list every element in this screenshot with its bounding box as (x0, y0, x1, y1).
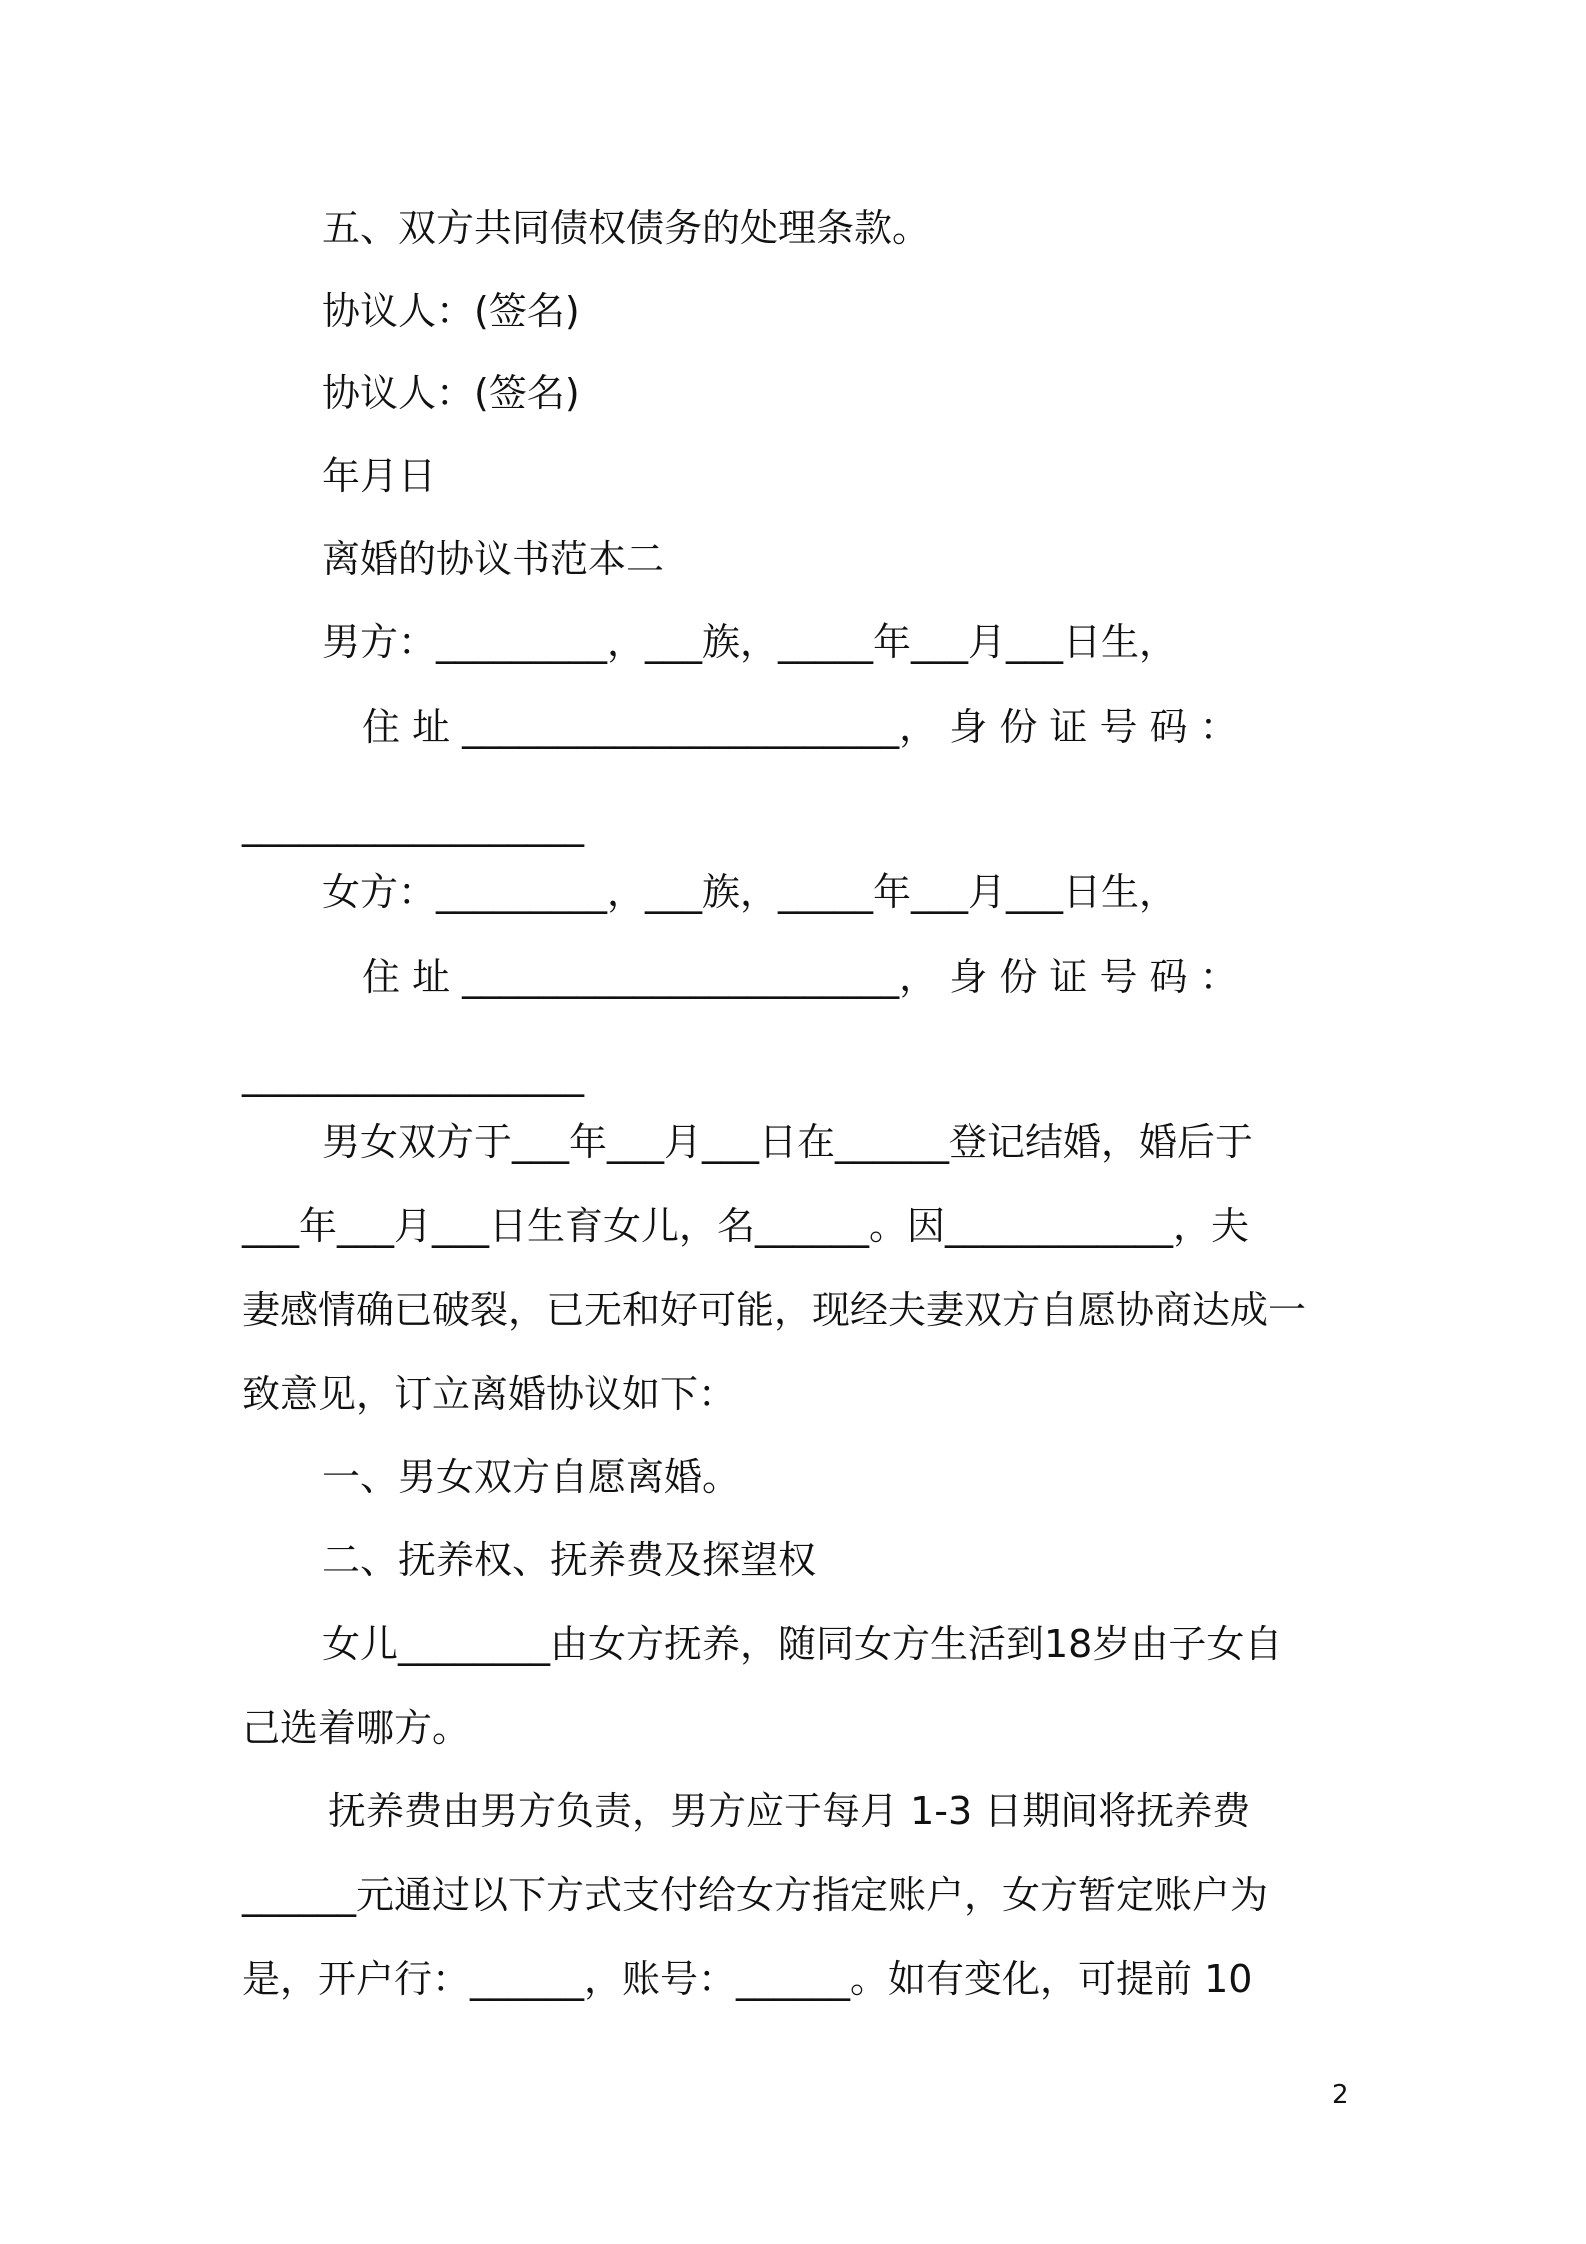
male-party-line: 男方：_________，___族，_____年___月___日生， (322, 620, 1178, 664)
custody-line-1: 女儿________由女方抚养，随同女方生活到18岁由子女自 (322, 1622, 1283, 1666)
signatory-line-1: 协议人：(签名) (322, 289, 580, 333)
support-line-1: 抚养费由男方负责，男方应于每月 1-3 日期间将抚养费 (328, 1789, 1251, 1833)
paragraph-marriage-line-4: 致意见，订立离婚协议如下： (242, 1372, 737, 1416)
page-number: 2 (1332, 2080, 1349, 2110)
paragraph-marriage-line-2: ___年___月___日生育女儿，名______。因____________，夫 (242, 1204, 1250, 1248)
female-address-id-line: 住 址 _______________________， 身 份 证 号 码 ： (362, 955, 1238, 999)
male-id-blank: __________________ (242, 803, 584, 847)
clause-two-heading: 二、抚养权、抚养费及探望权 (322, 1538, 817, 1582)
section-heading: 离婚的协议书范本二 (322, 537, 665, 581)
support-line-2: ______元通过以下方式支付给女方指定账户，女方暂定账户为 (242, 1873, 1269, 1917)
clause-five: 五、双方共同债权债务的处理条款。 (322, 206, 931, 250)
female-id-blank: __________________ (242, 1053, 584, 1097)
female-party-line: 女方：_________，___族，_____年___月___日生， (322, 870, 1178, 914)
signatory-line-2: 协议人：(签名) (322, 371, 580, 415)
clause-one: 一、男女双方自愿离婚。 (322, 1455, 741, 1499)
paragraph-marriage-line-3: 妻感情确已破裂，已无和好可能，现经夫妻双方自愿协商达成一 (242, 1288, 1307, 1332)
date-line: 年月日 (322, 454, 437, 498)
male-address-id-line: 住 址 _______________________， 身 份 证 号 码 ： (362, 705, 1238, 749)
support-line-3: 是，开户行：______，账号：______。如有变化，可提前 10 (242, 1957, 1253, 2001)
custody-line-2: 己选着哪方。 (242, 1706, 471, 1750)
paragraph-marriage-line-1: 男女双方于___年___月___日在______登记结婚，婚后于 (322, 1120, 1254, 1164)
